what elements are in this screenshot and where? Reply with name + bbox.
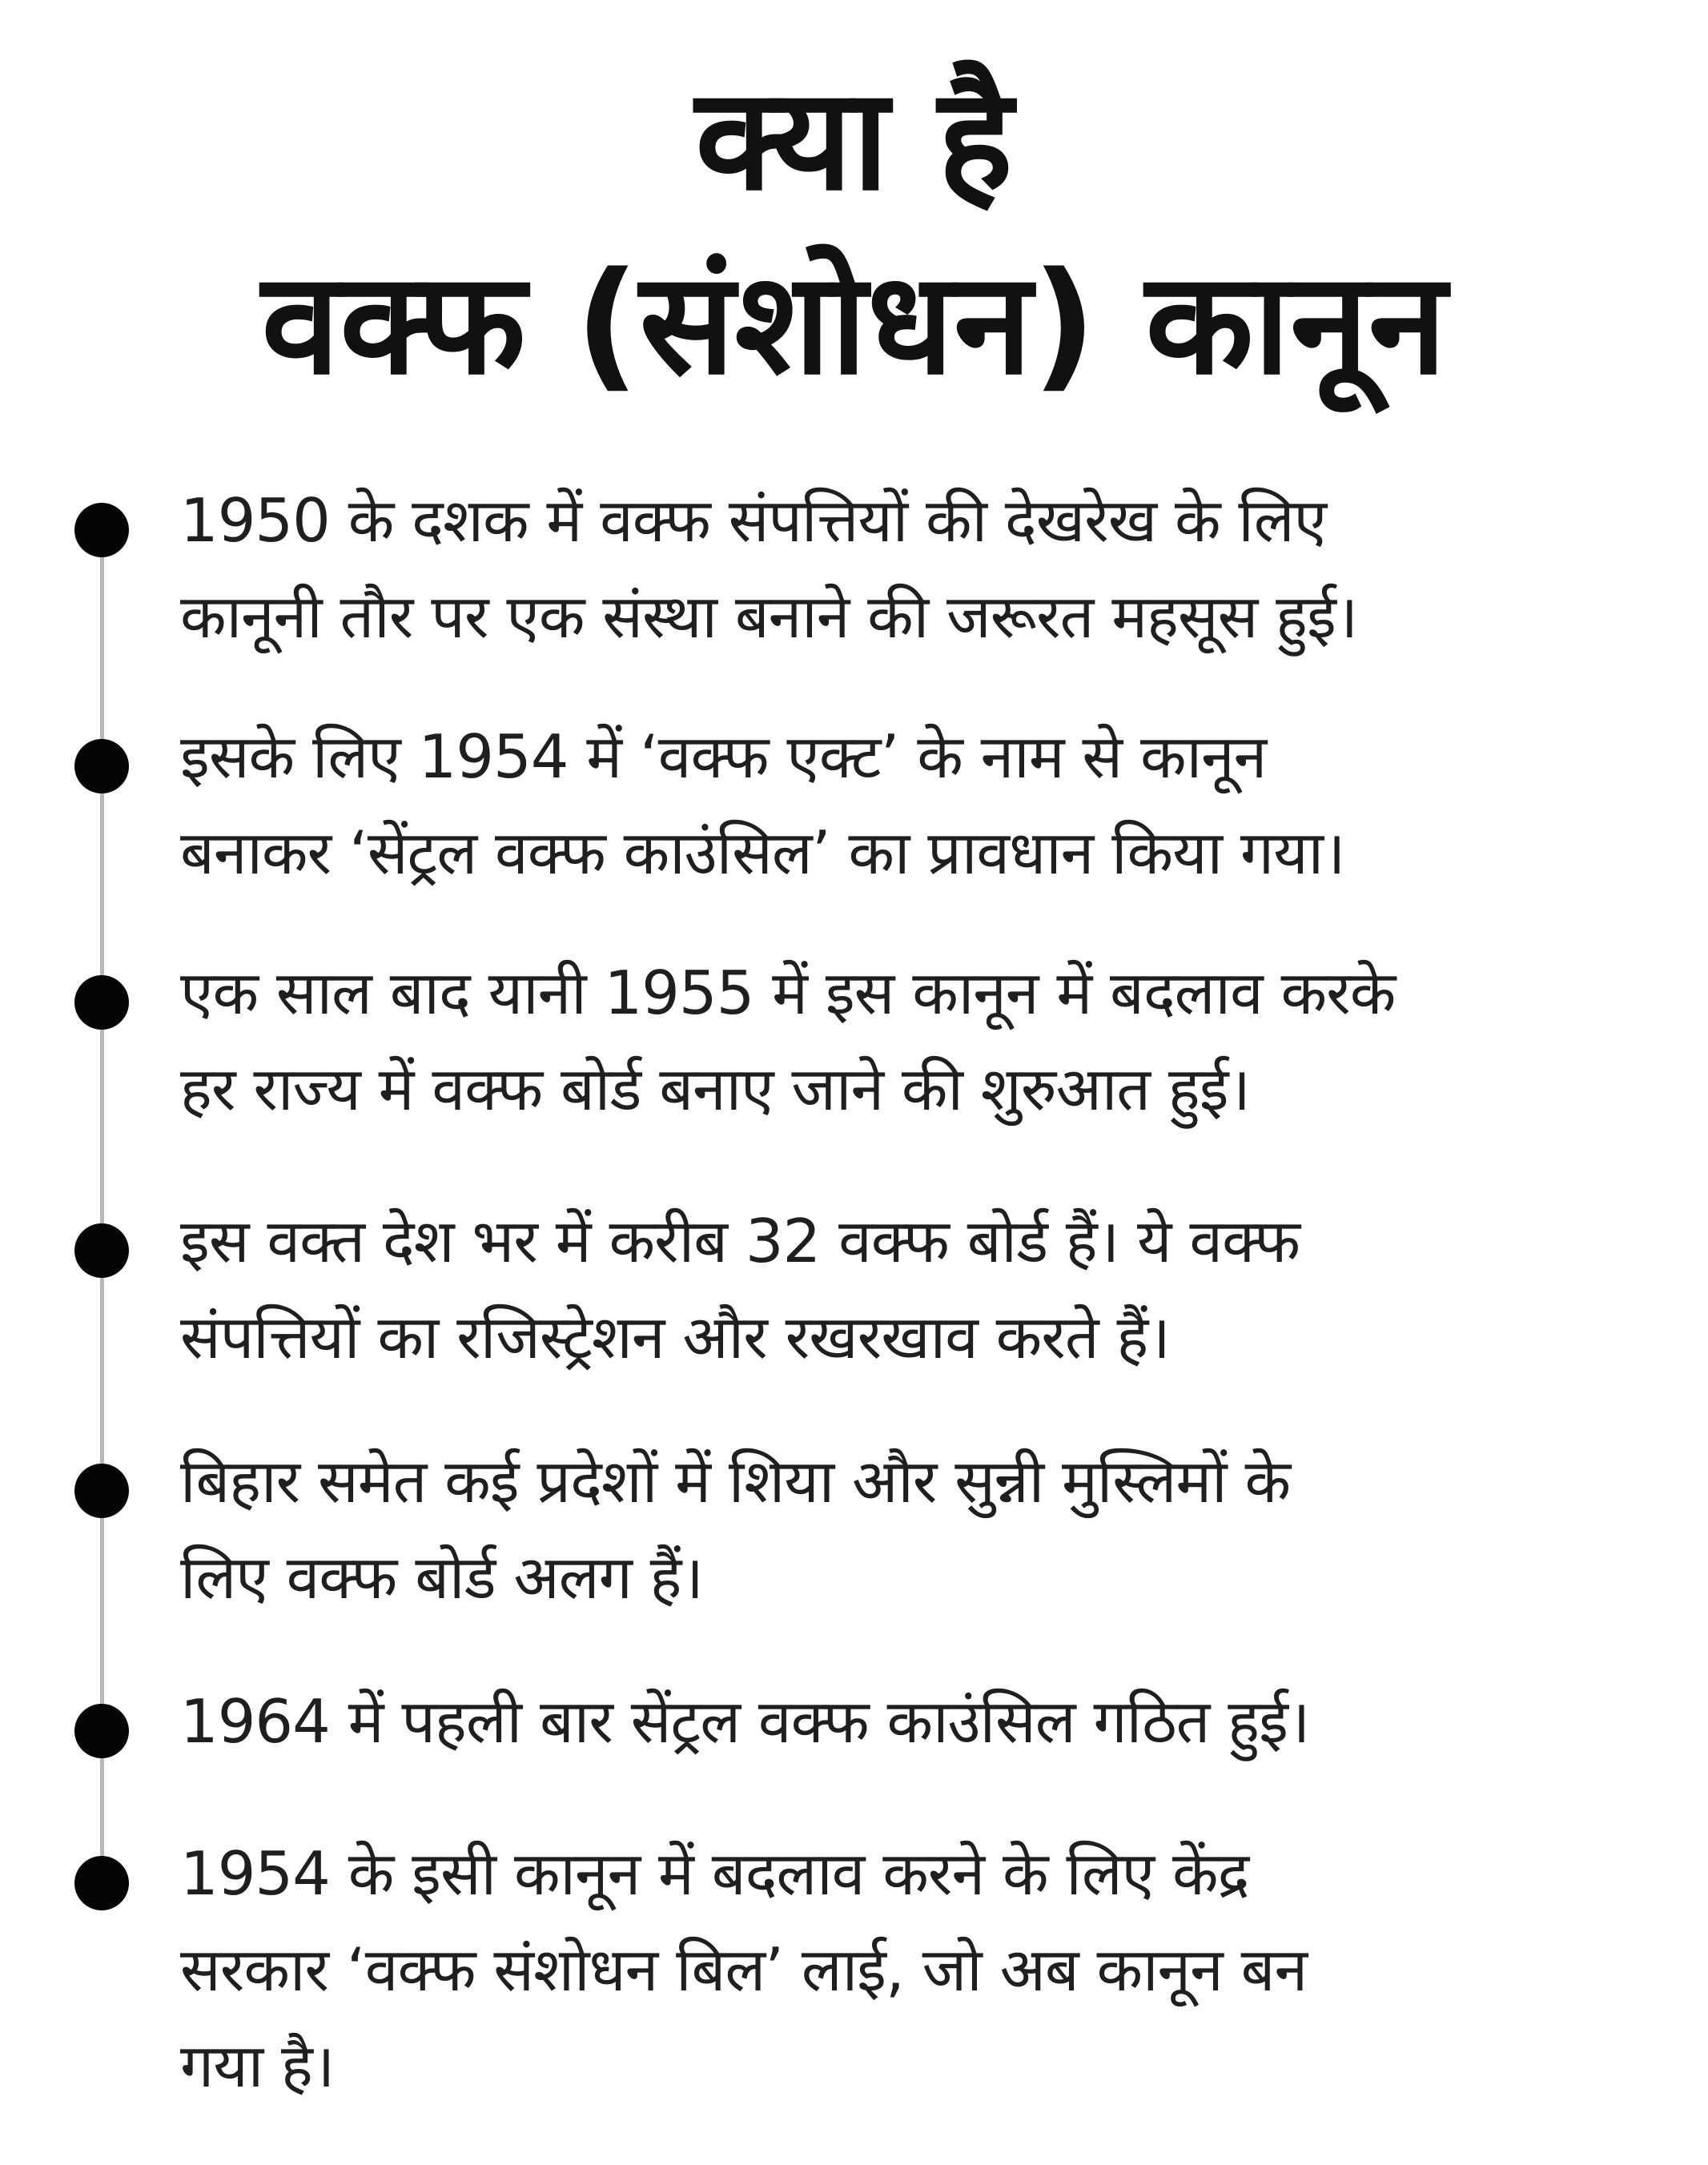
item-text bbox=[180, 945, 1678, 1137]
item-text bbox=[180, 472, 1678, 665]
item-text bbox=[180, 1193, 1678, 1385]
timeline-line bbox=[100, 504, 104, 1870]
item-text bbox=[180, 1433, 1678, 1625]
page-title-line1: क्या है bbox=[695, 58, 1013, 222]
item-text-line: 1964 में पहली बार सेंट्रल वक्फ काउंसिल गठित हुई। bbox=[180, 1686, 1310, 1757]
item-text-line: कानूनी तौर पर एक संस्था बनाने की जरूरत महसूस हुई। bbox=[180, 581, 1358, 652]
item-text-line: 1950 के दशक में वक्फ संपत्तियों की देखरेख के लिए bbox=[180, 485, 1327, 556]
item-text-line: इस वक्त देश भर में करीब 32 वक्फ बोर्ड हैं। ये वक्फ bbox=[180, 1206, 1300, 1276]
item-text-line: लिए वक्फ बोर्ड अलग हैं। bbox=[180, 1542, 703, 1613]
item-text-line: बनाकर ‘सेंट्रल वक्फ काउंसिल’ का प्रावधान किया गया। bbox=[180, 817, 1345, 888]
item-text-line: सरकार ‘वक्फ संशोधन बिल’ लाई, जो अब कानून बन bbox=[180, 1934, 1308, 2005]
page-title-line2: वक्फ (संशोधन) कानून bbox=[261, 242, 1447, 406]
item-text-line: संपत्तियों का रजिस्ट्रेशन और रखरखाव करते हैं। bbox=[180, 1302, 1170, 1372]
item-text bbox=[180, 709, 1678, 901]
bullet-dot bbox=[74, 975, 129, 1030]
item-text-line: बिहार समेत कई प्रदेशों में शिया और सुन्नी मुस्लिमों के bbox=[180, 1446, 1291, 1516]
bullet-dot bbox=[74, 1223, 129, 1278]
item-text bbox=[180, 1673, 1678, 1769]
item-text-line: इसके लिए 1954 में ‘वक्फ एक्ट’ के नाम से कानून bbox=[180, 721, 1267, 792]
bullet-dot bbox=[74, 1704, 129, 1758]
item-text-line: 1954 के इसी कानून में बदलाव करने के लिए केंद्र bbox=[180, 1838, 1249, 1909]
bullet-dot bbox=[74, 739, 129, 793]
item-text-line: गया है। bbox=[180, 2030, 335, 2101]
item-text-line: एक साल बाद यानी 1955 में इस कानून में बदलाव करके bbox=[180, 958, 1396, 1028]
item-text bbox=[180, 1826, 1678, 2114]
bullet-dot bbox=[74, 503, 129, 557]
item-text-line: हर राज्य में वक्फ बोर्ड बनाए जाने की शुरुआत हुई। bbox=[180, 1054, 1250, 1124]
bullet-dot bbox=[74, 1856, 129, 1910]
bullet-dot bbox=[74, 1464, 129, 1518]
